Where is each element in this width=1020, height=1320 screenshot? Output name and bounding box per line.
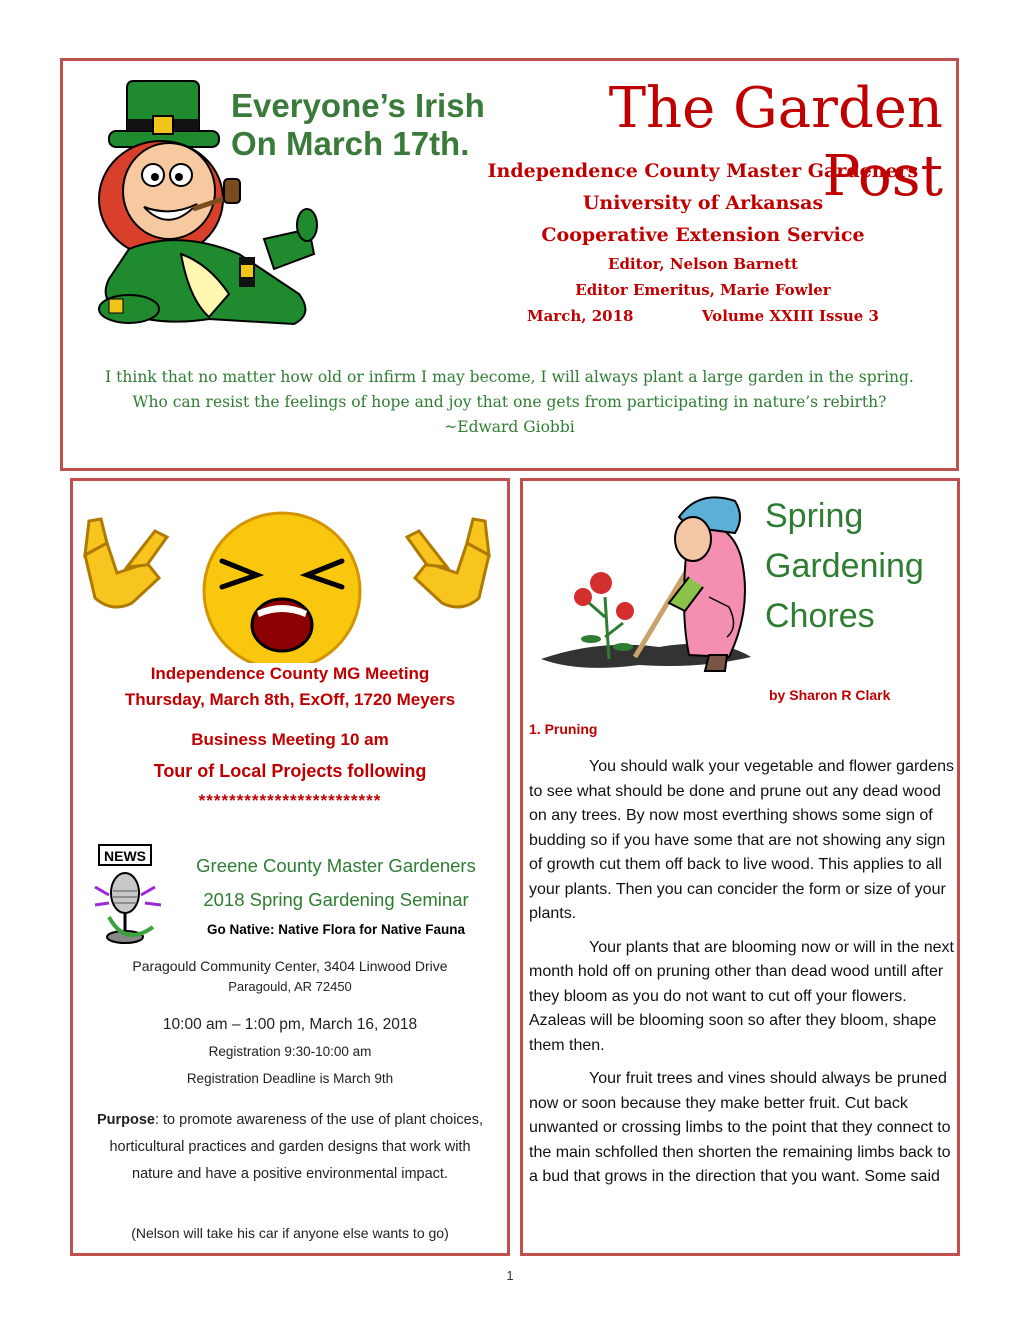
header-box [60, 58, 959, 471]
meeting-title: Independence County MG Meeting [150, 664, 430, 683]
news-microphone-icon [91, 843, 173, 947]
chores-body [529, 755, 955, 1190]
shouting-emoji-illustration [77, 503, 497, 663]
quote-author: ~Edward Giobbi [444, 418, 575, 436]
seminar-purpose [87, 1107, 493, 1188]
seminar-address2: Paragould, AR 72450 [228, 979, 352, 994]
seminar-address1: Paragould Community Center, 3404 Linwood Drive [132, 958, 448, 974]
seminar-title: 2018 Spring Gardening Seminar [203, 889, 469, 910]
irish-badge [231, 87, 485, 163]
meeting-tour: Tour of Local Projects following [153, 761, 427, 781]
issue-line [463, 303, 943, 329]
irish-badge-line1: Everyone’s Irish [231, 87, 485, 124]
university-name: University of Arkansas [582, 192, 824, 214]
page-number: 1 [506, 1268, 514, 1283]
chores-title [765, 491, 924, 641]
quote [63, 365, 956, 440]
meeting-business: Business Meeting 10 am [191, 730, 389, 749]
irish-badge-line2: On March 17th. [231, 125, 470, 162]
gardener-illustration [539, 487, 759, 677]
issue-volume: Volume XXIII Issue 3 [701, 307, 879, 325]
meeting-box [70, 478, 510, 1256]
editor-line: Editor, Nelson Barnett [608, 255, 798, 273]
page-title: The Garden Post [608, 76, 943, 209]
chores-title-line1: Spring [765, 497, 864, 535]
seminar-details [73, 955, 507, 1093]
chores-title-line3: Chores [765, 597, 875, 635]
seminar-registration: Registration 9:30-10:00 am [208, 1044, 372, 1059]
chores-title-line2: Gardening [765, 547, 924, 585]
carpool-note: (Nelson will take his car if anyone else wants to go) [131, 1225, 449, 1241]
chores-paragraph-1: You should walk your vegetable and flower gardens to see what should be done and prune out any dead wood on any trees. By now most everthing shows some sign of budding so if you have some that are not showing any sign of growth cut them off back to live wood. This applies to all your plants. Then you can concider the form or size of your plants. [529, 758, 954, 922]
chores-paragraph-3: Your fruit trees and vines should always be pruned now or soon because they make better fruit. Cut back unwanted or crossing limbs to the point that they connect to the main schfolled then shorten the remaining limbs back to a bud that grows in the direction that you want. Some said [529, 1070, 951, 1185]
seminar-note [73, 1222, 507, 1244]
meeting-info [73, 661, 507, 813]
chores-section-heading: 1. Pruning [529, 721, 598, 737]
seminar-header [171, 849, 501, 943]
news-label: NEWS [104, 848, 146, 864]
issue-date: March, 2018 [526, 307, 634, 325]
editor-emeritus-line: Editor Emeritus, Marie Fowler [575, 281, 831, 299]
masthead-info [463, 155, 943, 329]
chores-paragraph-2: Your plants that are blooming now or will in the next month hold off on pruning other than dead wood untill after they bloom as you do not want to cut off your flowers. Azaleas will be blooming soon so after they bloom, shape them then. [529, 938, 954, 1054]
seminar-deadline: Registration Deadline is March 9th [186, 1071, 394, 1086]
meeting-divider: ************************ [198, 791, 382, 810]
chores-byline: by Sharon R Clark [769, 687, 891, 703]
quote-line1: I think that no matter how old or infirm I may become, I will always plant a large garden in the spring. [105, 368, 914, 386]
quote-line2: Who can resist the feelings of hope and joy that one gets from participating in nature’s rebirth? [132, 393, 887, 411]
seminar-time: 10:00 am – 1:00 pm, March 16, 2018 [162, 1016, 418, 1033]
seminar-org: Greene County Master Gardeners [196, 855, 476, 876]
service-name: Cooperative Extension Service [541, 224, 865, 246]
seminar-theme: Go Native: Native Flora for Native Fauna [206, 922, 466, 937]
purpose-text: : to promote awareness of the use of plant choices, horticultural practices and garden designs that work with nature and have a positive environmental impact. [109, 1112, 484, 1182]
purpose-label: Purpose [96, 1112, 155, 1128]
meeting-when: Thursday, March 8th, ExOff, 1720 Meyers [124, 690, 456, 709]
chores-box [520, 478, 960, 1256]
org-name: Independence County Master Gardeners [487, 160, 919, 182]
